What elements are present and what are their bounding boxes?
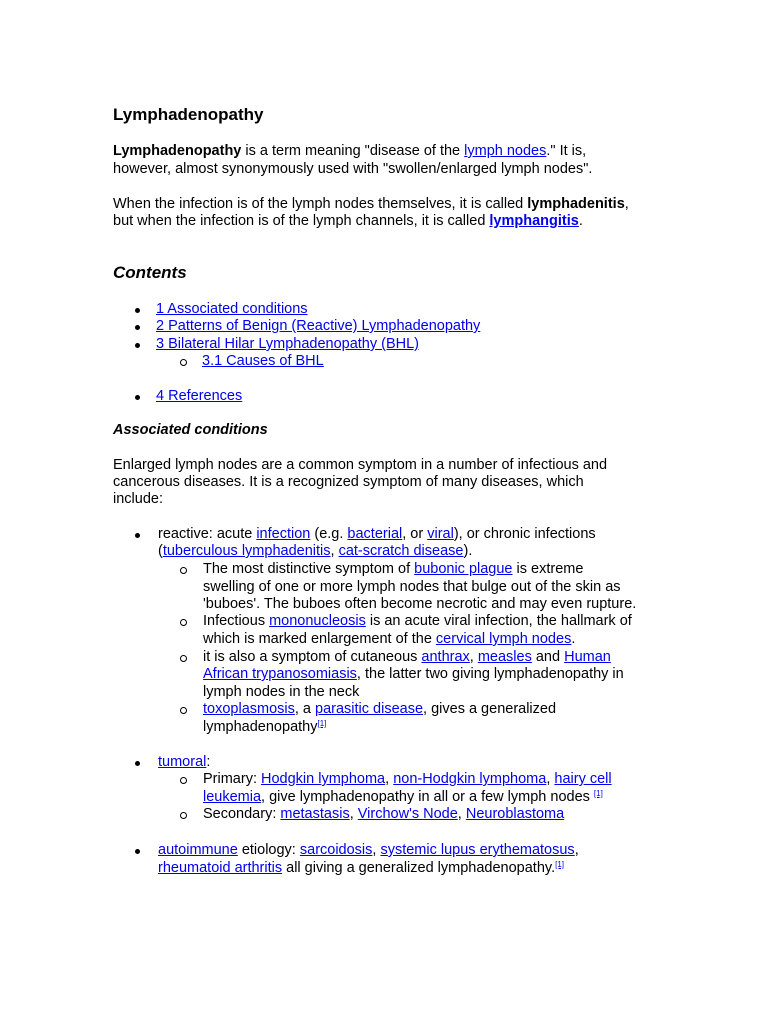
link-hodgkin-lymphoma[interactable]: Hodgkin lymphoma: [261, 771, 386, 787]
bullet-icon: [134, 843, 142, 851]
circle-bullet-icon: [180, 772, 190, 782]
anthrax-line-3: lymph nodes in the neck: [203, 684, 360, 700]
secondary-line: Secondary: metastasis, Virchow's Node, Neuroblastoma: [203, 806, 565, 822]
intro-line-1: Lymphadenopathy is a term meaning "disease of the lymph nodes." It is,: [113, 143, 587, 159]
link-tuberculous-lymphadenitis[interactable]: tuberculous lymphadenitis: [162, 543, 331, 559]
autoimmune-line-2: rheumatoid arthritis all giving a generalized lymphadenopathy.[1]: [158, 860, 565, 876]
contents-heading: Contents: [113, 263, 187, 282]
mono-line-1: Infectious mononucleosis is an acute viral infection, the hallmark of: [203, 613, 632, 629]
associated-intro-line: cancerous diseases. It is a recognized symptom of many diseases, which: [113, 474, 584, 490]
associated-heading: Associated conditions: [113, 422, 268, 438]
tumoral-line: tumoral:: [158, 754, 211, 770]
bubonic-line-2: swelling of one or more lymph nodes that bulge out of the skin as: [203, 579, 621, 595]
intro-term: Lymphadenopathy: [113, 143, 242, 159]
para2-line-2: but when the infection is of the lymph channels, it is called lymphangitis.: [113, 213, 583, 229]
circle-bullet-icon: [180, 562, 190, 572]
circle-bullet-icon: [180, 614, 190, 624]
link-anthrax[interactable]: anthrax: [421, 649, 470, 665]
link-tumoral[interactable]: tumoral: [158, 754, 207, 770]
link-virchows-node[interactable]: Virchow's Node: [357, 806, 458, 822]
link-measles[interactable]: measles: [477, 649, 532, 665]
toxo-line-1: toxoplasmosis, a parasitic disease, gives a generalized: [203, 701, 557, 717]
bullet-icon: [134, 302, 142, 310]
mono-line-2: which is marked enlargement of the cervical lymph nodes.: [203, 631, 576, 647]
associated-intro-line: Enlarged lymph nodes are a common symptom in a number of infectious and: [113, 457, 608, 473]
link-cat-scratch-disease[interactable]: cat-scratch disease: [338, 543, 464, 559]
link-bacterial[interactable]: bacterial: [347, 526, 403, 542]
link-viral[interactable]: viral: [427, 526, 454, 542]
link-autoimmune[interactable]: autoimmune: [158, 842, 238, 858]
link-sle[interactable]: systemic lupus erythematosus: [380, 842, 575, 858]
circle-bullet-icon: [180, 354, 190, 364]
link-rheumatoid-arthritis[interactable]: rheumatoid arthritis: [158, 860, 283, 876]
link-lymphangitis[interactable]: lymphangitis: [489, 213, 579, 229]
link-neuroblastoma[interactable]: Neuroblastoma: [465, 806, 565, 822]
reactive-line-1: reactive: acute infection (e.g. bacterial, or viral), or chronic infections: [158, 526, 596, 542]
link-parasitic-disease[interactable]: parasitic disease: [315, 701, 424, 717]
anthrax-line-2: African trypanosomiasis, the latter two giving lymphadenopathy in: [203, 666, 624, 682]
link-sarcoidosis[interactable]: sarcoidosis: [299, 842, 373, 858]
toc-item-causes-bhl[interactable]: 3.1 Causes of BHL: [202, 353, 324, 369]
page-title: Lymphadenopathy: [113, 105, 264, 124]
link-lymph-nodes[interactable]: lymph nodes: [464, 143, 547, 159]
circle-bullet-icon: [180, 702, 190, 712]
circle-bullet-icon: [180, 807, 190, 817]
reactive-line-2: (tuberculous lymphadenitis, cat-scratch disease).: [158, 543, 473, 559]
toc-item-patterns[interactable]: 2 Patterns of Benign (Reactive) Lymphadenopathy: [156, 318, 481, 334]
autoimmune-line-1: autoimmune etiology: sarcoidosis, systemic lupus erythematosus,: [158, 842, 579, 858]
bullet-icon: [134, 389, 142, 397]
term-lymphadenitis: lymphadenitis: [527, 196, 625, 212]
primary-line-1: Primary: Hodgkin lymphoma, non-Hodgkin lymphoma, hairy cell: [203, 771, 612, 787]
primary-line-2: leukemia, give lymphadenopathy in all or a few lymph nodes [1]: [203, 789, 603, 805]
citation-link[interactable]: [1]: [555, 860, 565, 869]
link-hairy-cell[interactable]: hairy cell: [554, 771, 612, 787]
citation-link[interactable]: [1]: [317, 719, 327, 728]
link-african-trypanosomiasis[interactable]: African trypanosomiasis: [203, 666, 357, 682]
citation-link[interactable]: [1]: [593, 789, 603, 798]
para2-line-1: When the infection is of the lymph nodes themselves, it is called lymphadenitis,: [113, 196, 629, 212]
bubonic-line-3: 'buboes'. The buboes often become necrotic and may even rupture.: [203, 596, 637, 612]
toxo-line-2: lymphadenopathy[1]: [203, 719, 327, 735]
link-bubonic-plague[interactable]: bubonic plague: [414, 561, 513, 577]
toc-item-references[interactable]: 4 References: [156, 388, 243, 404]
link-cervical-lymph-nodes[interactable]: cervical lymph nodes: [435, 631, 572, 647]
intro-line-2: however, almost synonymously used with "swollen/enlarged lymph nodes".: [113, 161, 593, 177]
bullet-icon: [134, 527, 142, 535]
link-mononucleosis[interactable]: mononucleosis: [269, 613, 366, 629]
link-infection[interactable]: infection: [256, 526, 311, 542]
bullet-icon: [134, 337, 142, 345]
link-leukemia[interactable]: leukemia: [203, 789, 262, 805]
toc-item-associated-conditions[interactable]: 1 Associated conditions: [156, 301, 308, 317]
link-metastasis[interactable]: metastasis: [280, 806, 350, 822]
link-toxoplasmosis[interactable]: toxoplasmosis: [203, 701, 295, 717]
anthrax-line-1: it is also a symptom of cutaneous anthrax, measles and Human: [203, 649, 611, 665]
link-human[interactable]: Human: [564, 649, 611, 665]
link-non-hodgkin-lymphoma[interactable]: non-Hodgkin lymphoma: [393, 771, 547, 787]
bullet-icon: [134, 319, 142, 327]
bubonic-line-1: The most distinctive symptom of bubonic plague is extreme: [203, 561, 584, 577]
bullet-icon: [134, 755, 142, 763]
toc-item-bhl[interactable]: 3 Bilateral Hilar Lymphadenopathy (BHL): [156, 336, 420, 352]
circle-bullet-icon: [180, 650, 190, 660]
associated-intro-line: include:: [113, 491, 163, 507]
